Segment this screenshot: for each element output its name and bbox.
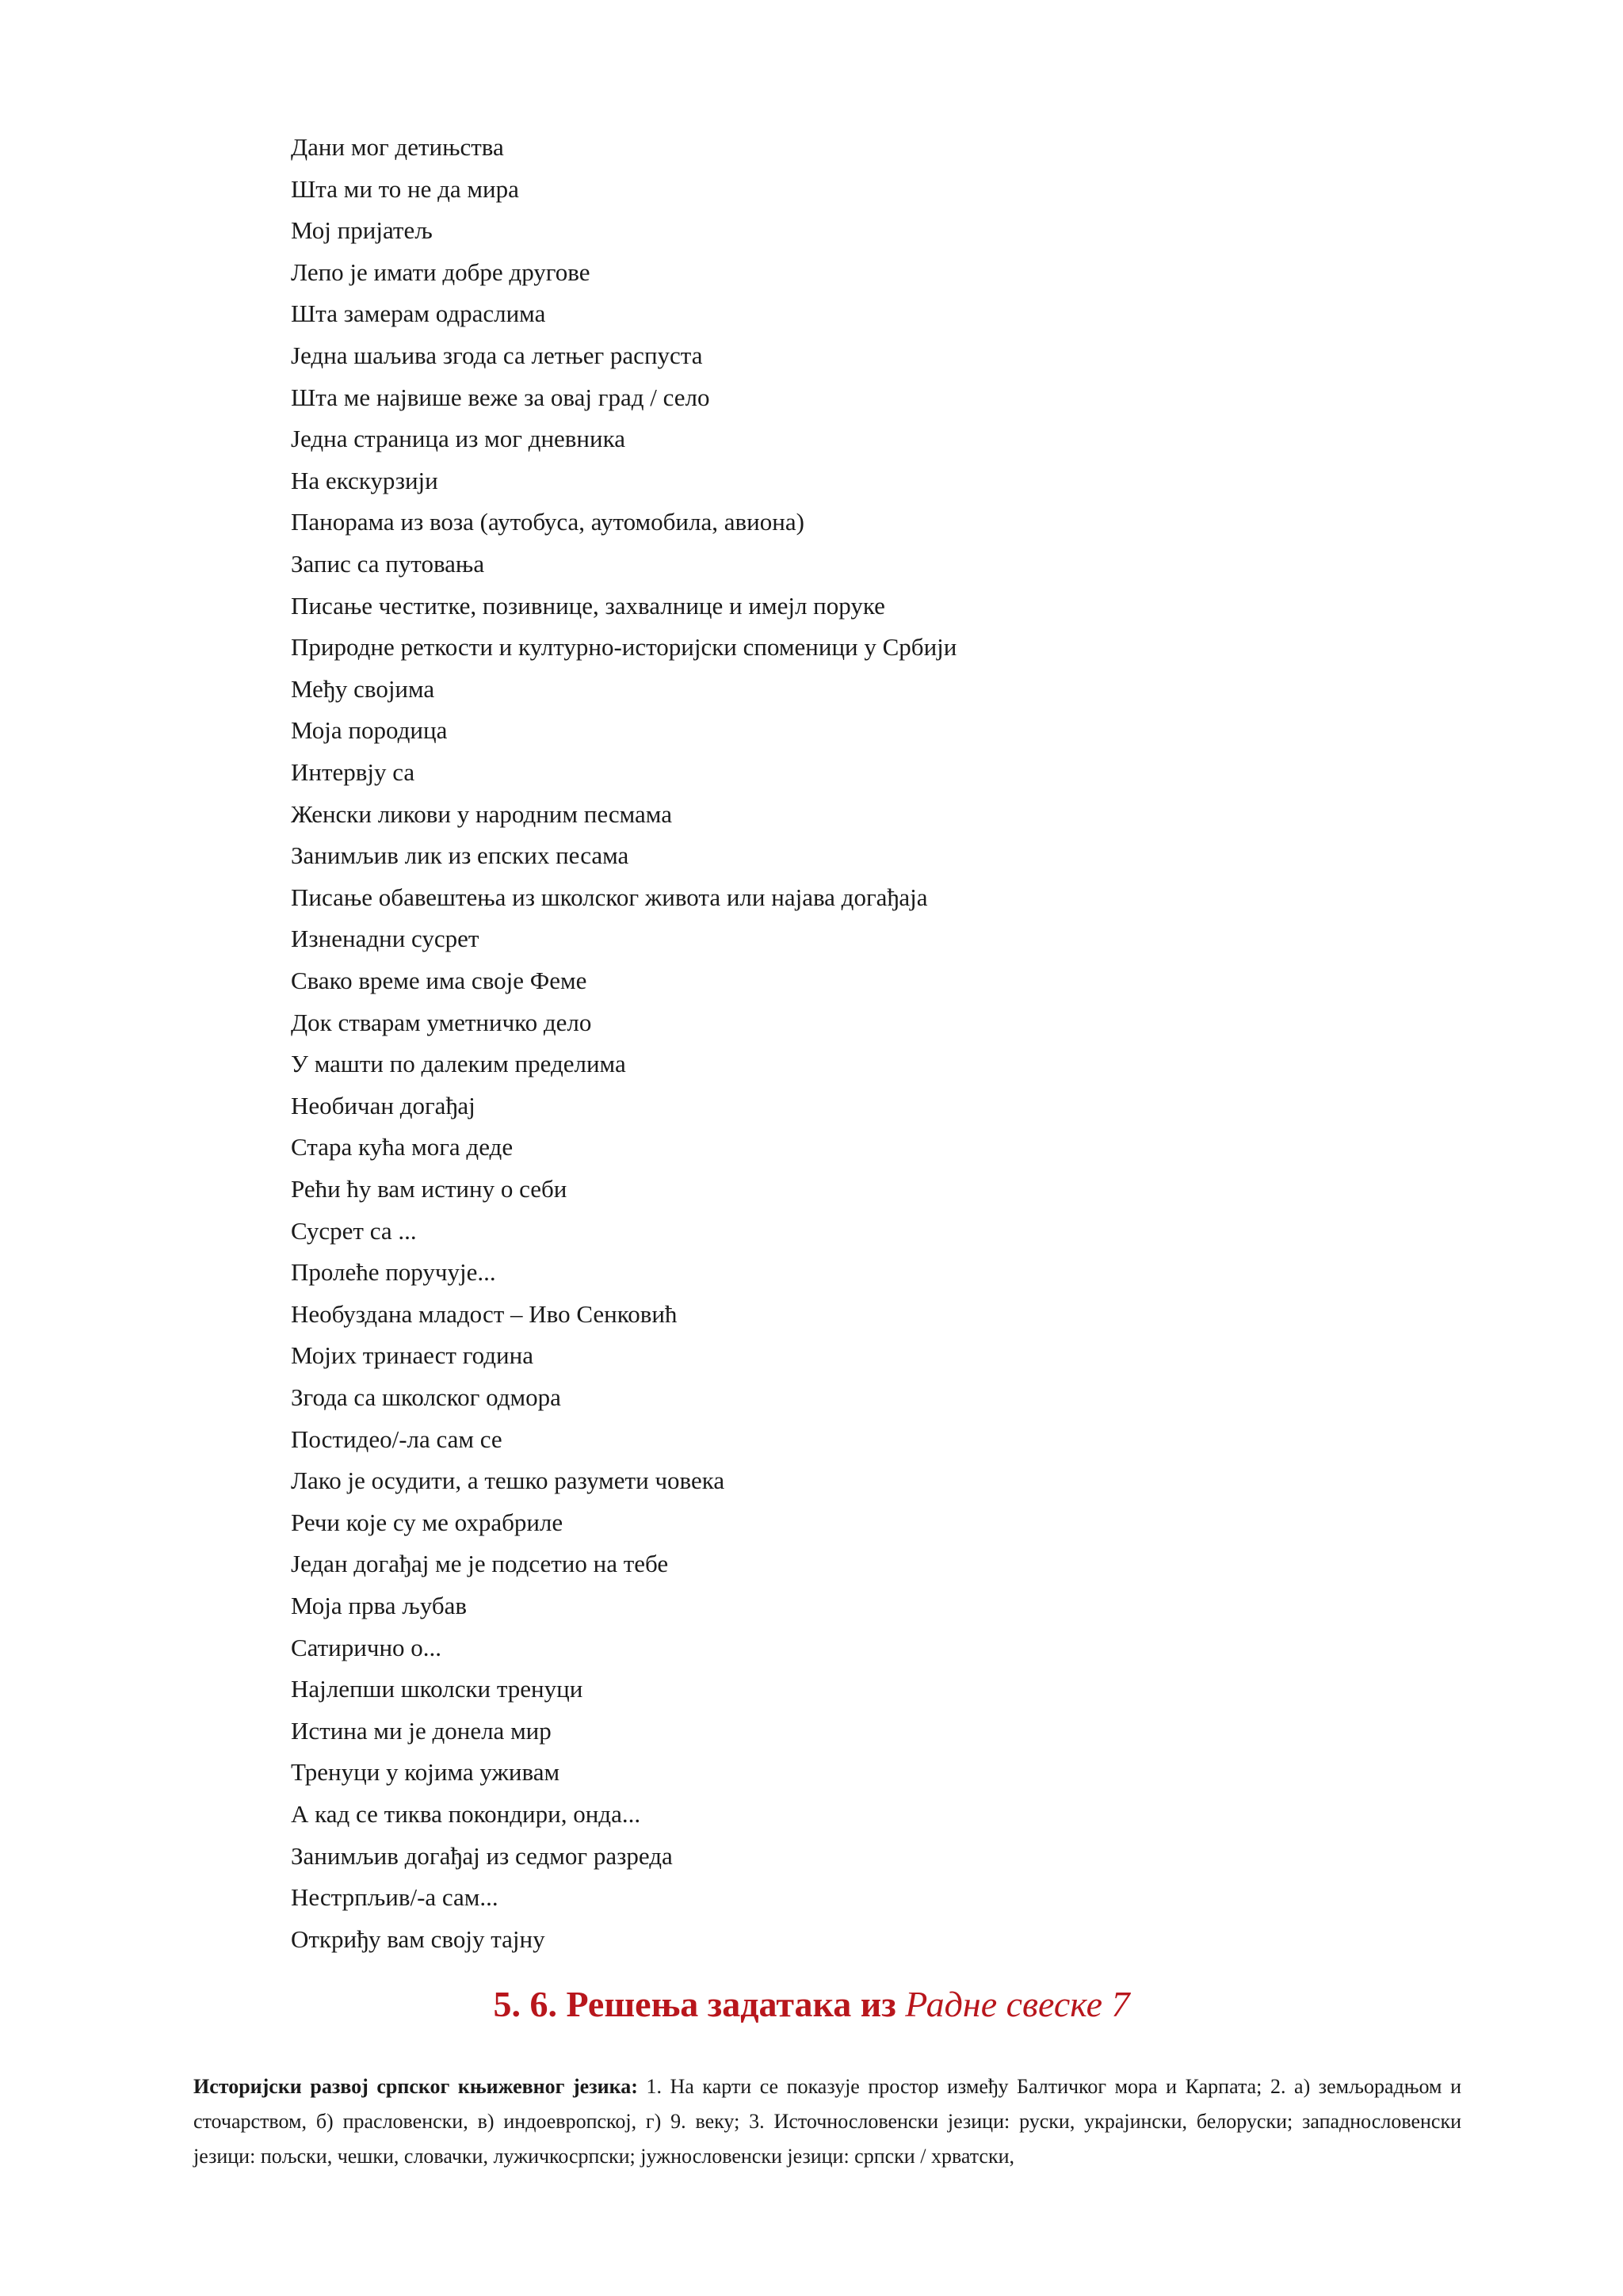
list-item-text: Свако време има своје Феме bbox=[291, 967, 587, 994]
list-item-text: Нестрпљив/-а сам... bbox=[291, 1883, 498, 1912]
list-item-text: На екскурзији bbox=[291, 466, 438, 494]
list-item-text: Истина ми је донела мир bbox=[291, 1716, 552, 1745]
list-item-text: Једна шаљива згода са летњег распуста bbox=[291, 341, 703, 369]
list-item-text: Рећи ћу вам истину о себи bbox=[291, 1175, 567, 1203]
list-item-text: Речи које су ме охрабриле bbox=[291, 1508, 563, 1536]
list-item-text: Моја породица bbox=[291, 716, 448, 745]
list-item-text: Лепо је имати добре другове bbox=[291, 257, 590, 286]
list-item-text: Необуздана младост – Иво Сенковић bbox=[291, 1299, 678, 1328]
list-item-text: Писање обавештења из школског живота или најава догађаја bbox=[291, 883, 928, 911]
list-item-text: Женски ликови у народним песмама bbox=[291, 799, 672, 828]
list-item-text: Панорама из воза (аутобуса, аутомобила, авиона) bbox=[291, 508, 804, 536]
list-item-text: Мој пријатељ bbox=[291, 216, 433, 245]
list-item-text: Дани мог детињства bbox=[291, 133, 504, 161]
list-item-text: Међу својима bbox=[291, 674, 435, 703]
list-item-text: Шта замерам одраслима bbox=[291, 299, 546, 328]
list-item-text: Стара кућа мога деде bbox=[291, 1133, 514, 1161]
list-item-text: Занимљив лик из епских песама bbox=[291, 841, 629, 870]
list-item-text: Најлепши школски тренуци bbox=[291, 1675, 583, 1703]
section-heading-italic: Радне свеске 7 bbox=[905, 1984, 1130, 2024]
list-item-text: Једна страница из мог дневника bbox=[291, 425, 625, 453]
list-item-text: Занимљив догађај из седмог разреда bbox=[291, 1841, 673, 1870]
section-heading bbox=[0, 1981, 1623, 2028]
list-item-text: Шта ме највише веже за овај град / село bbox=[291, 383, 710, 411]
list-item-text: Откриђу вам своју тајну bbox=[291, 1924, 545, 1953]
list-item-text: Изненадни сусрет bbox=[291, 925, 479, 953]
list-item-text: Згода са школског одмора bbox=[291, 1383, 561, 1411]
list-item-text: Шта ми то не да мира bbox=[291, 174, 519, 203]
list-item-text: Сусрет са ... bbox=[291, 1216, 417, 1245]
list-item-text: Запис са путовања bbox=[291, 550, 485, 578]
list-item-text: Сатирично о... bbox=[291, 1633, 442, 1661]
list-item-text: Лако је осудити, а тешко разумети човека bbox=[291, 1466, 725, 1495]
answers-lead: Историјски развој српског књижевног језика: bbox=[193, 2075, 638, 2098]
list-item-text: Један догађај ме је подсетио на тебе bbox=[291, 1550, 669, 1578]
list-item-text: Мојих тринаест година bbox=[291, 1341, 533, 1370]
list-item-text: Писање честитке, позивнице, захвалнице и имејл поруке bbox=[291, 591, 885, 620]
list-item-text: Необичан догађај bbox=[291, 1091, 475, 1119]
list-item-text: У машти по далеким пределима bbox=[291, 1050, 626, 1078]
answers-text: 1. На карти се показује простор између Балтичког мора и Карпата; 2. а) земљорадњом и сточарством, б) прасловенски, в) индоевропској, г) 9. веку; 3. Источнословенски језици: руски, украјински, белоруски; западнословенски језици: пољски, чешки, словачки, лужичкосрпски; јужнословенски језици: српски / хрватски, bbox=[193, 2075, 1461, 2168]
list-item-text: А кад се тиква покондири, онда... bbox=[291, 1800, 641, 1828]
list-item-text: Док стварам уметничко дело bbox=[291, 1008, 592, 1036]
list-item-text: Природне реткости и културно-историјски споменици у Србији bbox=[291, 633, 957, 662]
list-item-text: Моја прва љубав bbox=[291, 1592, 468, 1619]
section-heading-main: 5. 6. Решења задатака из bbox=[493, 1984, 906, 2024]
list-item-text: Пролеће поручује... bbox=[291, 1258, 496, 1287]
list-item-text: Тренуци у којима уживам bbox=[291, 1758, 560, 1787]
answers-paragraph bbox=[193, 2069, 1461, 2174]
list-item-text: Постидео/-ла сам се bbox=[291, 1425, 502, 1453]
list-item-text: Интервју са bbox=[291, 758, 415, 786]
